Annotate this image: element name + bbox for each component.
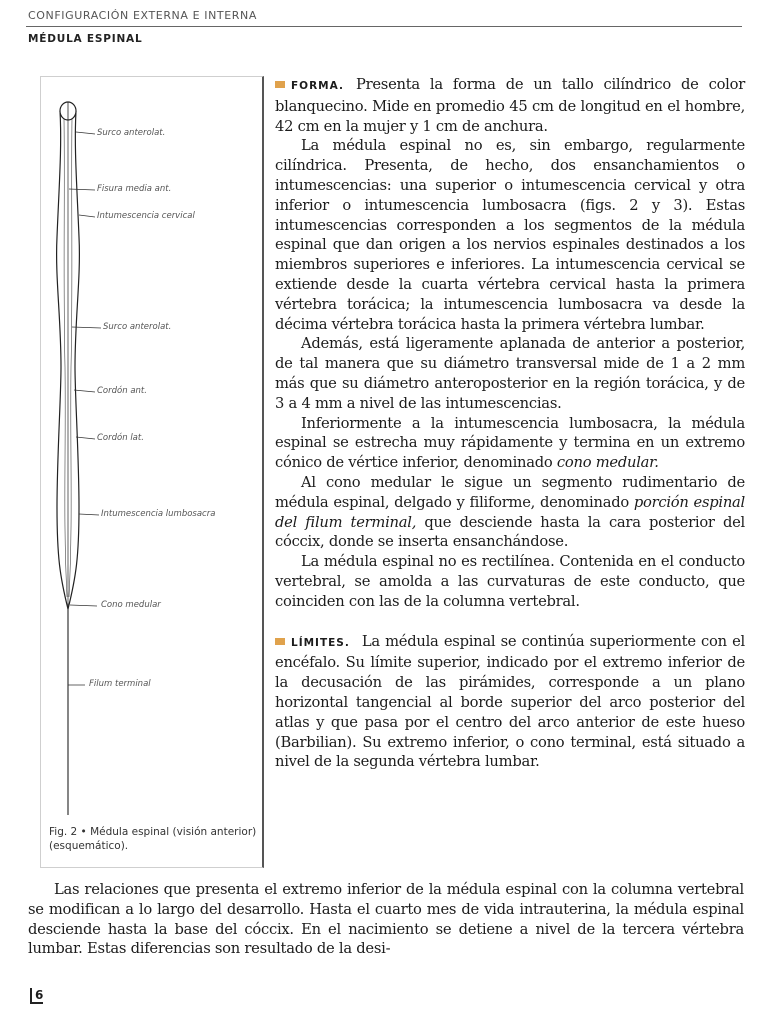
- page-number: 6: [30, 988, 43, 1004]
- limites-keyword: LÍMITES.: [291, 636, 350, 649]
- figure-2: [40, 76, 264, 868]
- label-cordon-anterior: Cordón ant.: [97, 386, 147, 396]
- header-divider: [26, 26, 742, 27]
- figure-caption: Fig. 2 • Médula espinal (visión anterior) (esquemático).: [49, 826, 257, 852]
- forma-paragraph-3: Además, está ligeramente aplanada de anterior a posterior, de tal manera que su diámetro transversal mide de 1 a 2 mm más que su diámetro anteroposterior en la región torácica, y de 3 a 4 mm a nivel de las intumescencias.: [275, 335, 745, 412]
- forma-keyword: FORMA.: [291, 80, 344, 92]
- bottom-paragraph: Las relaciones que presenta el extremo inferior de la médula espinal con la columna vertebral se modifican a lo largo del desarrollo. Hasta el cuarto mes de vida intrauterina, la médula espinal desciende hasta la base del cóccix. En el nacimiento se detiene a nivel de la tercera vértebra lumbar. Estas diferencias son resultado de la desi-: [28, 881, 744, 958]
- spinal-cord-drawing: [41, 77, 265, 869]
- label-filum-terminal: Filum terminal: [89, 679, 151, 689]
- label-cono-medular: Cono medular: [101, 600, 161, 610]
- anterolateral-sulcus-right: [69, 119, 72, 597]
- label-cordon-lateral: Cordón lat.: [97, 433, 144, 443]
- section-bullet-icon: [275, 638, 285, 645]
- spinal-cord-right-edge: [68, 111, 79, 609]
- label-intumescencia-lumbosacra: Intumescencia lumbosacra: [101, 509, 216, 519]
- forma-paragraph-4: Inferiormente a la intumescencia lumbosacra, la médula espinal se estrecha muy rápidamente y termina en un extremo cónico de vértice inferior, denominado cono medular.: [275, 414, 745, 472]
- running-header: CONFIGURACIÓN EXTERNA E INTERNA: [28, 9, 257, 22]
- label-surco-anterolateral-2: Surco anterolat.: [103, 322, 172, 332]
- label-surco-anterolateral: Surco anterolat.: [97, 128, 166, 138]
- limites-paragraph-1: LÍMITES. La médula espinal se continúa superiormente con el encéfalo. Su límite superior, indicado por el extremo inferior de la decusación de las pirámides, corresponde a un plano horizontal tangencial al borde superior del arco posterior del atlas y que pasa por el centro del arco anterior de este hueso (Barbilian). Su extremo inferior, o cono terminal, está situado a nivel de la segunda vértebra lumbar.: [275, 632, 745, 771]
- forma-paragraph-6: La médula espinal no es rectilínea. Contenida en el conducto vertebral, se amolda a las curvaturas de este conducto, que coinciden con las de la columna vertebral.: [275, 553, 745, 610]
- label-intumescencia-cervical: Intumescencia cervical: [97, 211, 195, 221]
- forma-paragraph-1: FORMA. Presenta la forma de un tallo cilíndrico de color blanquecino. Mide en promedio 45 cm de longitud en el hombre, 42 cm en la mujer y 1 cm de anchura.: [275, 76, 745, 135]
- section-bullet-icon: [275, 81, 285, 88]
- anterolateral-sulcus-left: [64, 119, 67, 597]
- section-title: MÉDULA ESPINAL: [28, 33, 143, 45]
- forma-paragraph-5: Al cono medular le sigue un segmento rudimentario de médula espinal, delgado y filiforme, denominado porción espinal del filum terminal, que desciende hasta la cara posterior del cóccix, donde se inserta ensanchándose.: [275, 473, 745, 551]
- label-fisura-media: Fisura media ant.: [97, 184, 172, 194]
- forma-paragraph-2: La médula espinal no es, sin embargo, regularmente cilíndrica. Presenta, de hecho, dos ensanchamientos o intumescencias: una superior o intumescencia cervical y otra inferior o intumescencia lumbosacra (figs. 2 y 3). Estas intumescencias corresponden a los segmentos de la médula espinal que dan origen a los nervios espinales destinados a los miembros superiores e inferiores. La intumescencia cervical se extiende desde la cuarta vértebra cervical hasta la primera vértebra torácica; la intumescencia lumbosacra va desde la décima vértebra torácica hasta la primera vértebra lumbar.: [275, 137, 745, 333]
- spinal-cord-left-edge: [57, 111, 68, 609]
- main-text-column: [275, 75, 745, 772]
